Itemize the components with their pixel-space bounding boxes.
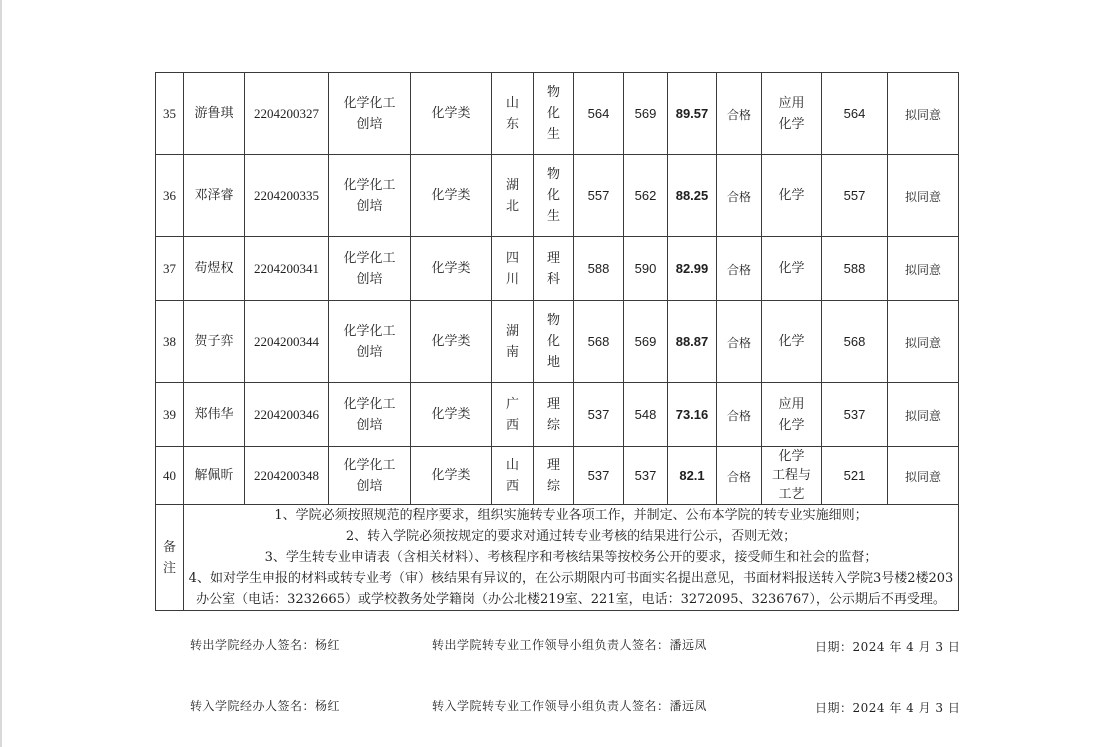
score-1: 537 [574,447,624,505]
opinion-text: 拟同意 [904,409,941,423]
notes-row [156,505,959,611]
result-cell [717,237,762,301]
target-major: 应用 化学 [762,73,822,155]
result-text: 合格 [726,190,751,204]
original-major: 化学化工 创培 [329,447,411,505]
target-major: 应用 化学 [762,383,822,447]
in-date: 日期：2024 年 4 月 3 日 [815,701,961,715]
score-2: 548 [624,383,668,447]
student-id: 2204200335 [245,155,329,237]
in-handler-signature: 转入学院经办人签名：杨红 [190,699,341,713]
original-major: 化学化工 创培 [329,73,411,155]
target-major: 化学 [762,301,822,383]
original-major: 化学化工 创培 [329,301,411,383]
student-id: 2204200341 [245,237,329,301]
student-id: 2204200344 [245,301,329,383]
note-item: 3、学生转专业申请表（含相关材料）、考核程序和考核结果等按校务公开的要求，接受师生和社会的监督； [264,550,878,565]
table-row [156,237,959,301]
opinion-text: 拟同意 [904,108,941,122]
result-cell [717,155,762,237]
exam-subjects: 理 科 [534,237,574,301]
student-id: 2204200346 [245,383,329,447]
exam-subjects: 物 化 生 [534,155,574,237]
major-category: 化学类 [411,155,492,237]
result-cell [717,383,762,447]
score-3: 521 [822,447,888,505]
table-row [156,155,959,237]
score-2: 569 [624,301,668,383]
opinion-text: 拟同意 [904,263,941,277]
score-1: 568 [574,301,624,383]
opinion-cell [888,73,959,155]
exam-subjects: 物 化 地 [534,301,574,383]
table-row [156,383,959,447]
score-3: 568 [822,301,888,383]
opinion-text: 拟同意 [904,190,941,204]
exam-score: 89.57 [668,73,717,155]
exam-score: 88.87 [668,301,717,383]
score-2: 562 [624,155,668,237]
exam-subjects: 理 综 [534,447,574,505]
province: 山 西 [492,447,534,505]
student-name: 郑伟华 [184,383,245,447]
table-row [156,301,959,383]
original-major: 化学化工 创培 [329,237,411,301]
student-name: 贺子弈 [184,301,245,383]
note-item: 2、转入学院必须按规定的要求对通过转专业考核的结果进行公示，否则无效； [345,529,797,544]
exam-subjects: 物 化 生 [534,73,574,155]
score-2: 590 [624,237,668,301]
score-1: 564 [574,73,624,155]
major-category: 化学类 [411,73,492,155]
exam-score: 73.16 [668,383,717,447]
out-handler-signature: 转出学院经办人签名：杨红 [190,638,341,652]
notes-label: 备 注 [156,505,184,611]
row-no: 39 [156,383,184,447]
result-text: 合格 [726,263,751,277]
table-row [156,447,959,505]
exam-score: 88.25 [668,155,717,237]
result-cell [717,301,762,383]
original-major: 化学化工 创培 [329,383,411,447]
opinion-cell [888,237,959,301]
result-text: 合格 [726,336,751,350]
score-3: 557 [822,155,888,237]
province: 广 西 [492,383,534,447]
note-item: 1、学院必须按照规范的程序要求，组织实施转专业各项工作，并制定、公布本学院的转专业实施细则； [274,508,868,523]
score-3: 564 [822,73,888,155]
row-no: 40 [156,447,184,505]
major-category: 化学类 [411,383,492,447]
in-leader-signature: 转入学院转专业工作领导小组负责人签名：潘远凤 [432,699,708,713]
exam-score: 82.99 [668,237,717,301]
student-name: 苟煜权 [184,237,245,301]
result-text: 合格 [726,409,751,423]
major-category: 化学类 [411,237,492,301]
exam-score: 82.1 [668,447,717,505]
province: 四 川 [492,237,534,301]
student-id: 2204200327 [245,73,329,155]
result-cell [717,447,762,505]
score-1: 537 [574,383,624,447]
opinion-cell [888,447,959,505]
student-name: 解佩昕 [184,447,245,505]
opinion-cell [888,155,959,237]
out-leader-signature: 转出学院转专业工作领导小组负责人签名：潘远凤 [432,638,708,652]
out-date: 日期：2024 年 4 月 3 日 [815,640,961,654]
student-name: 邓泽睿 [184,155,245,237]
result-text: 合格 [726,108,751,122]
score-1: 557 [574,155,624,237]
student-id: 2204200348 [245,447,329,505]
table-row [156,73,959,155]
original-major: 化学化工 创培 [329,155,411,237]
major-category: 化学类 [411,447,492,505]
opinion-cell [888,383,959,447]
opinion-cell [888,301,959,383]
result-cell [717,73,762,155]
major-category: 化学类 [411,301,492,383]
row-no: 36 [156,155,184,237]
score-1: 588 [574,237,624,301]
row-no: 38 [156,301,184,383]
score-2: 569 [624,73,668,155]
score-3: 588 [822,237,888,301]
opinion-text: 拟同意 [904,336,941,350]
target-major: 化学 工程与 工艺 [762,447,822,505]
province: 湖 南 [492,301,534,383]
opinion-text: 拟同意 [904,470,941,484]
note-item: 4、如对学生申报的材料或转专业考（审）核结果有异议的，在公示期限内可书面实名提出意见，书面材料报送转入学院3号楼2楼203办公室（电话：3232665）或学校教务处学籍岗（办公北楼219室、221室，电话：3272095、3236767），公示期后不再受理。 [188,571,954,607]
transfer-table [155,72,959,611]
target-major: 化学 [762,155,822,237]
result-text: 合格 [726,470,751,484]
target-major: 化学 [762,237,822,301]
province: 山 东 [492,73,534,155]
exam-subjects: 理 综 [534,383,574,447]
score-3: 537 [822,383,888,447]
student-name: 游鲁琪 [184,73,245,155]
row-no: 37 [156,237,184,301]
row-no: 35 [156,73,184,155]
notes-content [184,505,959,611]
province: 湖 北 [492,155,534,237]
score-2: 537 [624,447,668,505]
